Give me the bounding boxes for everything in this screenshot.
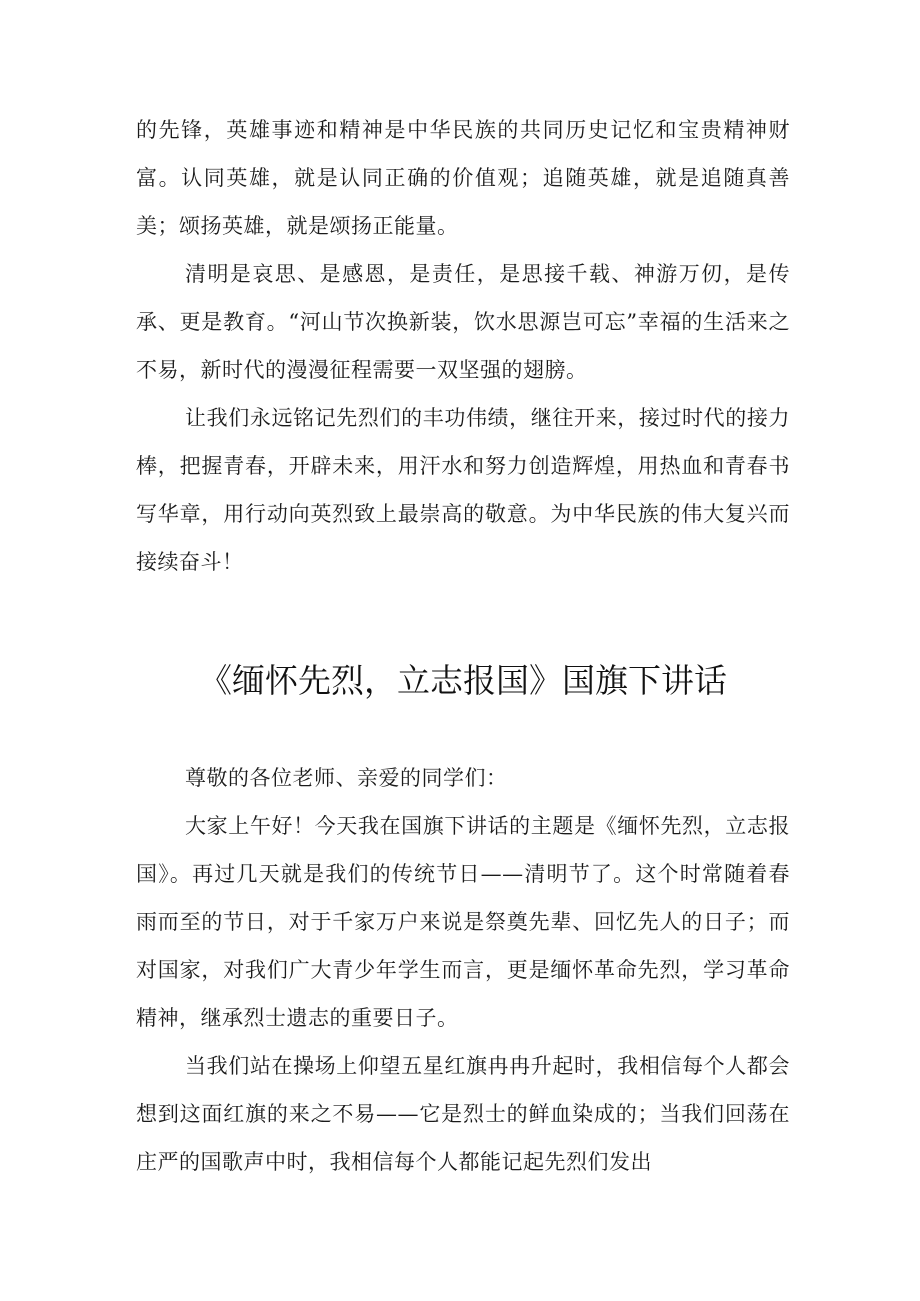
salutation: 尊敬的各位老师、亲爱的同学们： xyxy=(185,766,508,790)
paragraph-text: 大家上午好！今天我在国旗下讲话的主题是《缅怀先烈，立志报国》。再过几天就是我们的传统节日——清明节了。这个时常随着春雨而至的节日，对于千家万户来说是祭奠先辈、回忆先人的日子；而对国家，对我们广大青少年学生而言，更是缅怀革命先烈，学习革命精神，继承烈士遗志的重要日子。 xyxy=(136,814,790,1030)
paragraph-qingming xyxy=(136,250,790,394)
paragraph-text: 清明是哀思、是感恩，是责任，是思接千载、神游万仞，是传承、更是教育。“河山节次换新装，饮水思源岂可忘”幸福的生活来之不易，新时代的漫漫征程需要一双坚强的翅膀。 xyxy=(136,262,790,382)
paragraph-greeting xyxy=(136,802,790,1042)
paragraph-continuation xyxy=(136,106,790,250)
paragraph-text: 当我们站在操场上仰望五星红旗冉冉升起时，我相信每个人都会想到这面红旗的来之不易——它是烈士的鲜血染成的；当我们回荡在庄严的国歌声中时，我相信每个人都能记起先烈们发出 xyxy=(136,1054,790,1174)
speech-title: 《缅怀先烈，立志报国》国旗下讲话 xyxy=(199,661,727,700)
paragraph-flag xyxy=(136,1042,790,1186)
salutation-block xyxy=(136,754,790,802)
paragraph-text: 让我们永远铭记先烈们的丰功伟绩，继往开来，接过时代的接力棒，把握青春，开辟未来，用汗水和努力创造辉煌，用热血和青春书写华章，用行动向英烈致上最崇高的敬意。为中华民族的伟大复兴而接续奋斗！ xyxy=(136,406,790,574)
paragraph-remember xyxy=(136,394,790,586)
paragraph-text: 的先锋，英雄事迹和精神是中华民族的共同历史记忆和宝贵精神财富。认同英雄，就是认同正确的价值观；追随英雄，就是追随真善美；颂扬英雄，就是颂扬正能量。 xyxy=(136,118,790,238)
